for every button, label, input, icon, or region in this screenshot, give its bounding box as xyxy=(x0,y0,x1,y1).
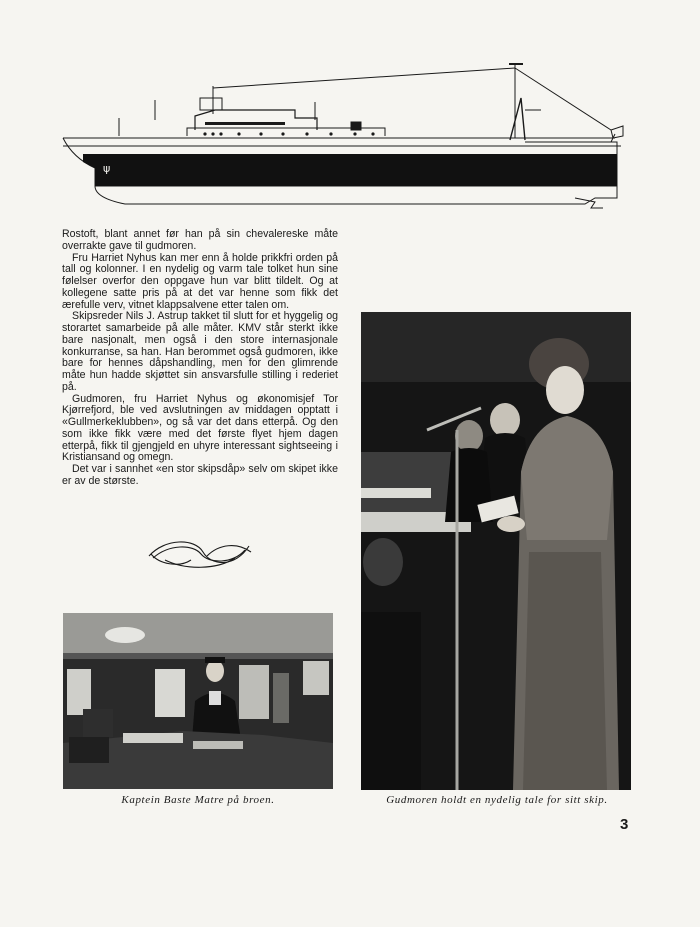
speech-photo xyxy=(361,312,631,790)
paragraph: Skipsreder Nils J. Astrup takket til slutt for et hyggelig og storartet samarbeide på alle måter. KMV står sterkt ikke bare nasjonalt, men også i den store internasjonale konkurranse, sa han. Han berommet også gudmoren, ikke bare for hennes dåpshandling, men for den glimrende måte hun hadde skjøttet sin ansvarsfulle stilling i rederiet på. xyxy=(62,310,338,393)
article-body xyxy=(62,229,338,488)
ship-drawing xyxy=(55,58,635,218)
speech-photo-caption: Gudmoren holdt en nydelig tale for sitt skip. xyxy=(386,794,608,806)
bridge-photo xyxy=(63,613,333,789)
svg-text:ψ: ψ xyxy=(103,162,111,175)
paragraph: Rostoft, blant annet før han på sin chevalereske måte overrakte gave til gudmoren. xyxy=(62,228,338,252)
bridge-photo-caption: Kaptein Baste Matre på broen. xyxy=(121,794,275,806)
swash-ornament xyxy=(145,534,255,574)
paragraph: Fru Harriet Nyhus kan mer enn å holde prikkfri orden på tall og kolonner. I en nydelig og varm tale tolket hun sine følelser overfor den oppgave hun var blitt tildelt. Og at kollegene satte pris på at det var henne som fikk det ærefulle verv, vitnet klappsalvene etter talen om. xyxy=(62,251,338,311)
paragraph: Gudmoren, fru Harriet Nyhus og økonomisjef Tor Kjørrefjord, ble ved avslutningen av middagen opptatt i «Gullmerkeklubben», og så var det dans etterpå. Og den som ikke fikk være med det første flyet hjem dagen etterpå, fikk til gjengjeld en uhyre interessant sightseeing i Kristiansand og omegn. xyxy=(62,392,338,464)
paragraph: Det var i sannhet «en stor skipsdåp» selv om skipet ikke er av de største. xyxy=(62,463,338,487)
page-number: 3 xyxy=(620,816,629,833)
